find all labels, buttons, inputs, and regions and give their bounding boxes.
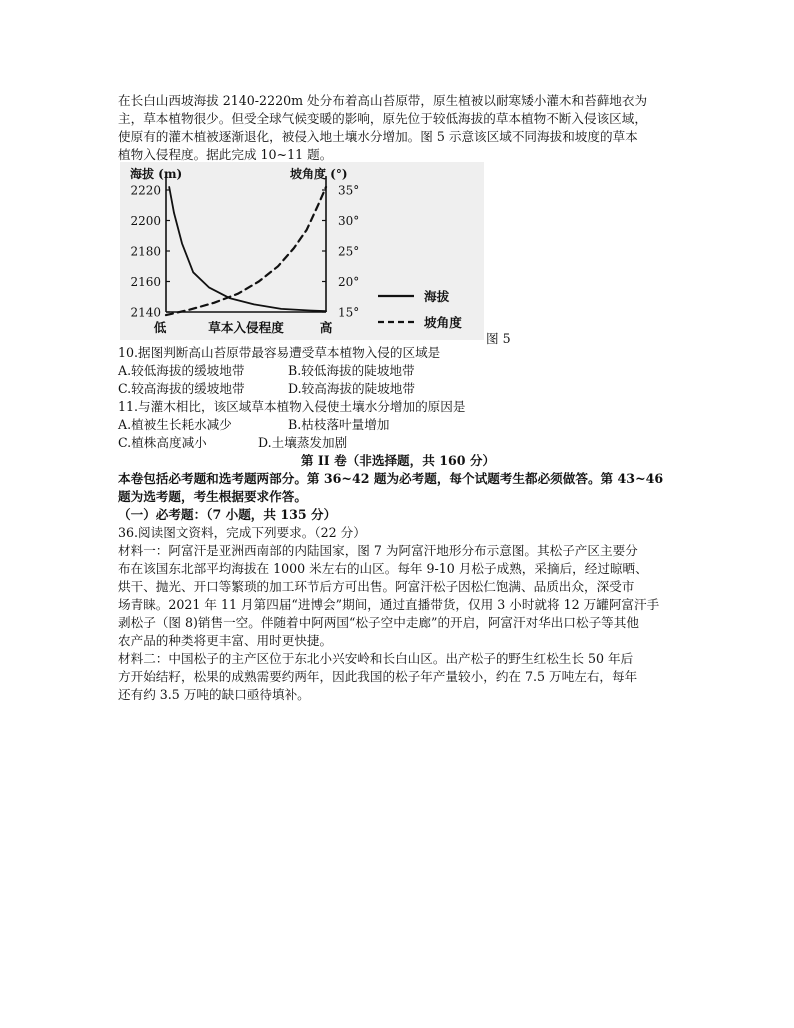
right-tick-label: 15° <box>338 305 360 320</box>
legend-label-altitude: 海拔 <box>424 289 450 304</box>
material-2-line: 方开始结籽，松果的成熟需要约两年，因此我国的松子年产量较小，约在 7.5 万吨左右，每年 <box>118 669 638 684</box>
left-tick-label: 2180 <box>130 244 161 259</box>
question-11-option-d: D.土壤蒸发加剧 <box>258 435 348 450</box>
right-axis-title: 坡角度 (°) <box>290 167 348 181</box>
question-10-option-c: C.较高海拔的缓坡地带 <box>118 381 245 396</box>
x-tick-label-high: 高 <box>319 320 333 335</box>
question-11-option-b: B.枯枝落叶量增加 <box>288 417 390 432</box>
question-11 <box>118 398 678 452</box>
right-tick-label: 35° <box>338 183 360 198</box>
material-1-line: 剥松子（图 8)销售一空。伴随着中阿两国“松子空中走廊”的开启，阿富汗对华出口松子等其他 <box>118 615 639 630</box>
question-10 <box>118 344 678 398</box>
question-10-option-b: B.较低海拔的陡坡地带 <box>288 363 415 378</box>
right-tick-label: 30° <box>338 214 360 228</box>
question-10-option-a: A.较低海拔的缓坡地带 <box>118 363 245 378</box>
required-section-title: （一）必考题：（7 小题，共 135 分） <box>118 507 337 522</box>
material-1-line: 烘干、抛光、开口等繁琐的加工环节后方可出售。阿富汗松子因松仁饱满、品质出众，深受市 <box>118 579 635 594</box>
part-2-description: 题为选考题，考生根据要求作答。 <box>118 489 307 504</box>
question-10-option-d: D.较高海拔的陡坡地带 <box>288 381 415 396</box>
intro-line: 使原有的灌木植被逐渐退化，被侵入地土壤水分增加。图 5 示意该区域不同海拔和坡度的草本 <box>118 129 638 144</box>
chart-legend <box>374 282 484 342</box>
question-36 <box>118 524 678 704</box>
left-tick-label: 2160 <box>130 275 161 289</box>
left-axis-title: 海拔 (m) <box>130 167 183 181</box>
question-36-stem: 36.阅读图文资料，完成下列要求。（22 分） <box>118 525 366 540</box>
material-1-line: 材料一：阿富汗是亚洲西南部的内陆国家，图 7 为阿富汗地形分布示意图。其松子产区主要分 <box>118 543 638 558</box>
left-tick-label: 2200 <box>130 214 161 228</box>
part-2-title: 第 II 卷（非选择题，共 160 分） <box>300 453 496 468</box>
legend-label-slope: 坡角度 <box>424 315 462 330</box>
right-tick-label: 25° <box>338 244 360 259</box>
altitude-series-line <box>169 187 326 311</box>
left-tick-label: 2140 <box>130 305 161 320</box>
question-10-stem: 10.据图判断高山苔原带最容易遭受草本植物入侵的区域是 <box>118 345 441 360</box>
right-tick-label: 20° <box>338 275 360 289</box>
x-tick-label-low: 低 <box>153 320 167 335</box>
material-1-line: 场青睐。2021 年 11 月第四届“进博会”期间，通过直播带货，仅用 3 小时就将 12 万罐阿富汗手 <box>118 597 660 612</box>
part-2-description: 本卷包括必考题和选考题两部分。第 36~42 题为必考题，每个试题考生都必须做答。第 43~46 <box>118 471 664 486</box>
material-1-line: 农产品的种类将更丰富、用时更快捷。 <box>118 633 333 648</box>
intro-line: 植物入侵程度。据此完成 10~11 题。 <box>118 147 333 162</box>
intro-paragraph <box>118 92 678 164</box>
question-11-option-a: A.植被生长耗水减少 <box>118 417 232 432</box>
part-2-section <box>118 452 678 524</box>
slope-series-line <box>166 187 326 315</box>
intro-line: 主，草本植物很少。但受全球气候变暖的影响，原先位于较低海拔的草本植物不断入侵该区域， <box>118 111 647 126</box>
question-11-option-c: C.植株高度减小 <box>118 435 207 450</box>
material-1-line: 布在该国东北部平均海拔在 1000 米左右的山区。每年 9-10 月松子成熟，采摘后，经过晾晒、 <box>118 561 648 576</box>
material-2-line: 还有约 3.5 万吨的缺口亟待填补。 <box>118 687 310 702</box>
left-tick-label: 2220 <box>130 183 161 198</box>
figure-label: 图 5 <box>486 331 511 346</box>
x-axis-title: 草本入侵程度 <box>208 320 284 335</box>
material-2-line: 材料二：中国松子的主产区位于东北小兴安岭和长白山区。出产松子的野生红松生长 50 年后 <box>118 651 634 666</box>
intro-line: 在长白山西坡海拔 2140-2220m 处分布着高山苔原带，原生植被以耐寒矮小灌木和苔藓地衣为 <box>118 93 648 108</box>
question-11-stem: 11.与灌木相比，该区域草本植物入侵使土壤水分增加的原因是 <box>118 399 466 414</box>
